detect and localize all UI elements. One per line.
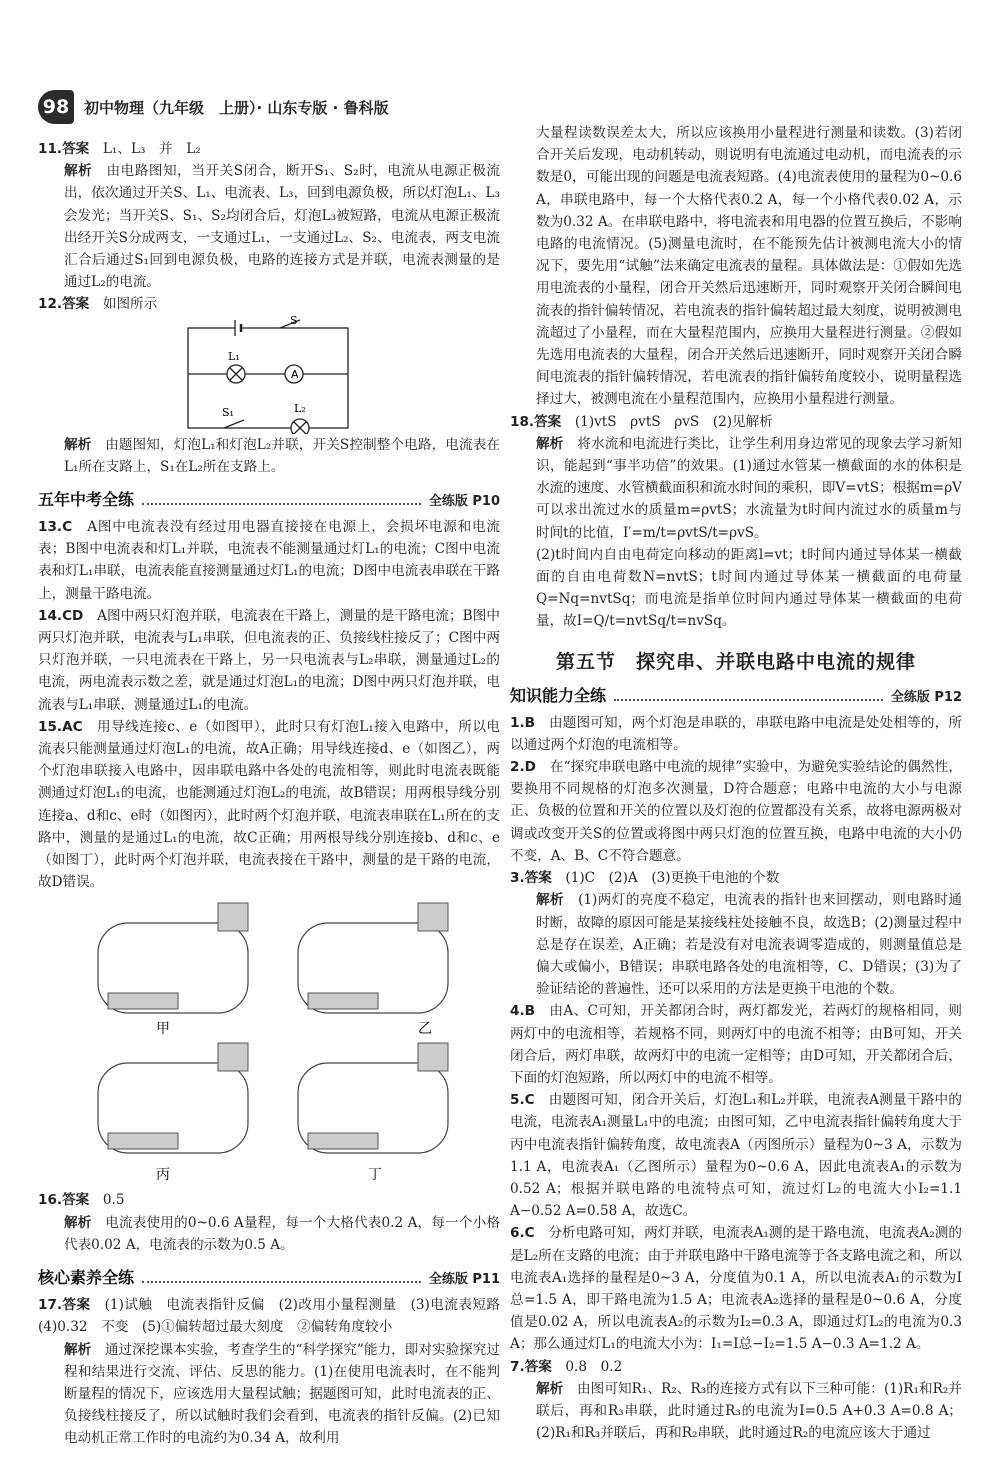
- q16-analysis: 解析 电流表使用的0~0.6 A量程，每一个大格代表0.2 A，每一个小格代表0.02 A，电流表的示数为0.5 A。: [64, 1214, 500, 1253]
- r-q2: 2.D 在“探究串联电路中电流的规律”实验中，为避免实验结论的偶然性，要换用不同规格的灯泡多次测量，D符合题意；电路中电流的大小与电源正、负极的位置和开关的位置以及灯泡的位置都没有关系，故将电源两极对调或改变开关S的位置或将图中两只灯泡的位置互换，电路中电流的大小仍不变，A、B、C不符合题意。: [510, 759, 962, 864]
- right-column: [510, 122, 962, 1444]
- q12-circuit-figure: [38, 316, 500, 434]
- page-header: [38, 90, 389, 124]
- experiment-diagrams: [38, 893, 500, 1189]
- chapter-title: 第五节 探究串、并联电路中电流的规律: [555, 650, 916, 673]
- q18-analysis: 解析 将水流和电流进行类比，让学生利用身边常见的现象去学习新知识，能起到“事半功倍”的效果。(1)通过水管某一横截面的水的体积是水流的速度、水管横截面积和流水时间的乘积，即V=vtS；根据m=ρV可以求出流过水的质量m=ρvtS；水流量为t时间内流过水的质量m与时间t的比值，I′=m/t=ρvtS/t=ρvS。: [536, 435, 963, 541]
- switch-s-label: S: [290, 315, 298, 327]
- q11-answer: 11.答案 L₁、L₃ 并 L₂: [38, 141, 201, 157]
- r-q7-analysis: 解析 由图可知R₁、R₂、R₃的连接方式有以下三种可能：(1)R₁和R₂并联后，再和R₃串联，此时通过R₃的电流为I=0.5 A+0.3 A=0.8 A；(2)R₁和R₃并联后，再和R₂串联，此时通过R₂的电流应该大于通过: [536, 1380, 963, 1442]
- q12-answer: 12.答案 如图所示: [38, 296, 158, 313]
- q11-analysis: 解析 由电路图知，当开关S闭合，断开S₁、S₂时，电流从电源正极流出，依次通过开关S、L₁、电流表、L₃，回到电源负极，所以灯泡L₁、L₃会发光；当开关S、S₁、S₂均闭合后，灯泡L₃被短路，电流从电源正极流出经开关S分成两支，一支通过L₁，一支通过L₂、S₂、电流表，两支电流汇合后通过S₁回到电源负极，电路的连接方式是并联，电流表测量的是通过L₂的电流。: [64, 163, 501, 291]
- left-column: [38, 138, 514, 1450]
- r-q4: 4.B 由A、C可知，开关都闭合时，两灯都发光，若两灯的规格相同，则两灯中的电流相等，若规格不同，则两灯中的电流不相等；由B可知，开关闭合后，两灯串联，故两灯中的电流一定相等；由D可知，开关都闭合后，下面的灯泡短路，所以两灯中的电流不相等。: [510, 1003, 962, 1086]
- section-five-year-exam: 五年中考全练 全练版 P10: [38, 490, 500, 510]
- book-title: 初中物理（九年级 上册）· 山东专版 · 鲁科版: [84, 98, 389, 117]
- fig-caption-bing: 丙: [156, 1167, 170, 1184]
- r-q3-analysis: 解析 (1)两灯的亮度不稳定，电流表的指针也来回摆动，则电路时通时断，故障的原因可能是某接线柱处接触不良，故选B；(2)测量过程中总是存在误差，A正确；若是没有对电流表调零造成的，则测量值总是偏大或偏小，B错误；串联电路各处的电流相等，C、D错误；(3)为了验证结论的普遍性，还可以采用的方法是更换干电池的个数。: [536, 892, 963, 998]
- r-q1: 1.B 由题图可知，两个灯泡是串联的，串联电路中电流是处处相等的，所以通过两个灯泡的电流相等。: [510, 714, 963, 753]
- q15: 15.AC 用导线连接c、e（如图甲），此时只有灯泡L₁接入电路中，所以电流表只能测量通过灯泡L₁的电流，故A正确；用导线连接d、e（如图乙），两个灯泡串联接入电路中，因串联电路中各处的电流相等，则此时电流表既能测通过灯泡L₁的电流，也能测通过灯泡L₂的电流，故B错误；用两根导线分别连接a、d和c、e时（如图丙），此时两个灯泡并联，电流表串联在L₁所在的支路中，测量的是通过L₁的电流，故C正确；用两根导线分别连接b、d和c、e（如图丁），此时两个灯泡并联，电流表接在干路中，测量的是干路的电流，故D错误。: [38, 718, 500, 891]
- ammeter-label: A: [291, 367, 299, 381]
- circuit-diagram: [38, 316, 500, 434]
- q17-answer: 17.答案 (1)试触 电流表指针反偏 (2)改用小量程测量 (3)电流表短路 (4)0.32 不变 (5)①偏转超过最大刻度 ②偏转角度较小: [38, 1297, 514, 1336]
- q17-analysis-continued: 大量程读数误差太大，所以应该换用小量程进行测量和读数。(3)若闭合开关后发现，电动机转动，则说明有电流通过电动机，而电流表的示数是0，可能出现的问题是电流表短路。(4)电流表使用的量程为0~0.6 A，串联电路中，每一个大格代表0.2 A，每一个小格代表0.02 A，示数为0.32 A。在串联电路中，将电流表和用电器的位置互换后，不影响电路的电流情况。(5)测量电流时，在不能预先估计被测电流大小的情况下，要先用“试触”法来确定电流表的量程。具体做法是：①假如先选用电流表的小量程，闭合开关然后迅速断开，同时观察开关闭合瞬间电流表的指针偏转情况，若电流表的指针偏转超过最大刻度，说明被测电流超过了小量程，而在大量程范围内，应换用大量程进行测量。②假如先选用电流表的大量程，闭合开关然后迅速断开，同时观察开关闭合瞬间电流表的指针偏转情况，若电流表的指针偏转角度较小，说明量程选择过大，被测电流在小量程范围内，应换用小量程进行测量。: [536, 125, 962, 408]
- r-q3-answer: 3.答案 (1)C (2)A (3)更换干电池的个数: [510, 870, 780, 887]
- q17-analysis: 解析 通过深挖课本实验，考查学生的“科学探究”能力，即对实验探究过程和结果进行交流、评估、反思的能力。(1)在使用电流表时，在不能判断量程的情况下，应该选用大量程试触；据题图可知，此时电流表的正、负接线柱接反了，所以试触时我们会看到，电流表的指针反偏。(2)已知电动机正常工作时的电流约为0.34 A，故利用: [64, 1341, 501, 1447]
- q12-analysis: 解析 由题图知，灯泡L₁和灯泡L₂并联，开关S控制整个电路，电流表在L₁所在支路上，S₁在L₂所在支路上。: [64, 436, 501, 475]
- q16-answer: 16.答案 0.5: [38, 1192, 125, 1209]
- r-q5: 5.C 由题图可知，闭合开关后，灯泡L₁和L₂并联，电流表A测量干路中的电流，电流表A₁测量L₁中的电流；由图可知，乙中电流表指针偏转角度大于丙中电流表指针偏转角度，故电流表A（丙图所示）量程为0~3 A，示数为1.1 A，电流表A₁（乙图所示）量程为0~0.6 A，因此电流表A₁的示数为0.52 A；根据并联电路的电流特点可知，流过灯L₂的电流大小I₂=1.1 A−0.52 A=0.58 A，故选C。: [510, 1092, 962, 1220]
- q15-figure: [38, 893, 500, 1189]
- page-number: 98: [38, 90, 74, 124]
- fig-caption-jia: 甲: [156, 1021, 170, 1038]
- q18-analysis-part2: (2)t时间内自由电荷定向移动的距离l=vt；t时间内通过导体某一横截面的自由电荷数N=nvtS；t时间内通过导体某一横截面的电荷量Q=Nq=nvtSq；而电流是指单位时间内通过导体某一横截面的电荷量，故I=Q/t=nvtSq/t=nvSq。: [536, 546, 962, 630]
- switch-s1-label: S₁: [222, 405, 234, 419]
- q18-answer: 18.答案 (1)vtS ρvtS ρvS (2)见解析: [510, 413, 773, 430]
- section-knowledge-ability: 知识能力全练 全练版 P12: [510, 685, 962, 705]
- q14: 14.CD A图中两只灯泡并联，电流表在干路上，测量的是干路电流；B图中两只灯泡并联，电流表与L₁串联，但电流表的正、负接线柱接反了；C图中两只灯泡并联，一只电流表在干路上，另一只电流表与L₂串联，测量通过L₂的电流，两电流表示数之差，就是通过灯泡L₁的电流；D图中两只灯泡并联，电流表与L₁串联，测量通过L₁的电流。: [38, 607, 501, 713]
- r-q7-answer: 7.答案 0.8 0.2: [510, 1358, 623, 1375]
- fig-caption-yi: 乙: [418, 1021, 432, 1038]
- fig-caption-ding: 丁: [368, 1167, 382, 1184]
- lamp-l2-label: L₂: [294, 401, 306, 415]
- r-q6: 6.C 分析电路可知，两灯并联，电流表A₁测的是干路电流，电流表A₂测的是L₂所在支路的电流；由于并联电路中干路电流等于各支路电流之和，所以电流表A₁选择的量程是0~3 A，分度值为0.1 A，所以电流表A₁的示数为I总=1.5 A，即干路电流为1.5 A；电流表A₂选择的量程是0~0.6 A，分度值是0.02 A，所以电流表A₂的示数为I₂=0.3 A，即通过灯L₂的电流为0.3 A；那么通过灯L₁的电流大小为：I₁=I总−I₂=1.5 A−0.3 A=1.2 A。: [510, 1225, 963, 1353]
- q13: 13.C A图中电流表没有经过用电器直接接在电源上，会损坏电源和电流表；B图中电流表和灯L₁并联，电流表不能测量通过灯L₁的电流；C图中电流表和灯L₁串联，电流表能直接测量通过灯L₁的电流；D图中电流表串联在干路上，测量干路电流。: [38, 519, 500, 602]
- lamp-l1-label: L₁: [228, 349, 240, 363]
- section-core-literacy: 核心素养全练 全练版 P11: [38, 1268, 500, 1288]
